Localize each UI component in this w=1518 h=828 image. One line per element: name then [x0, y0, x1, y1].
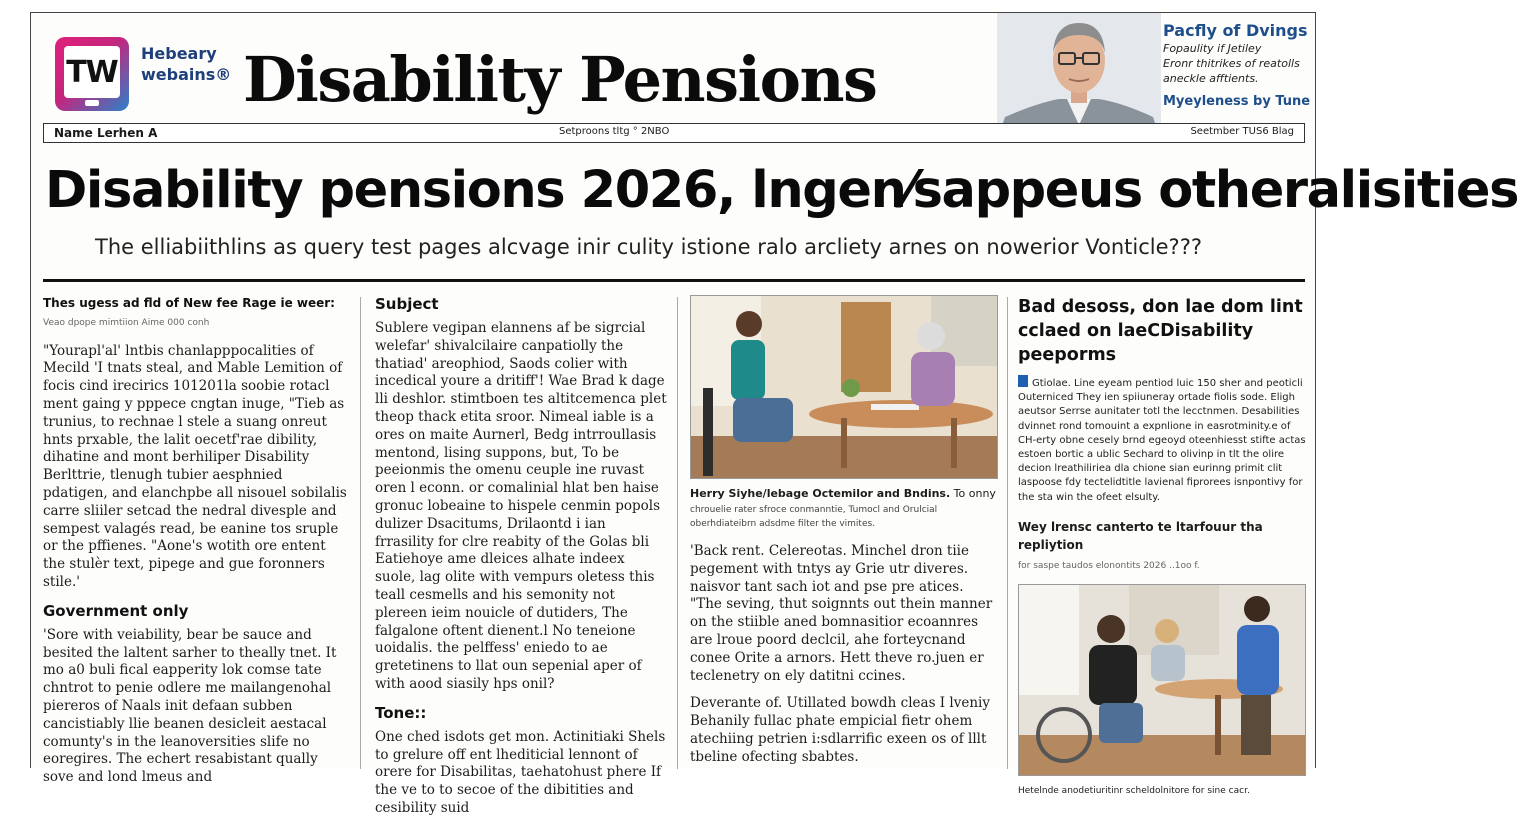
- brand-line-1: Hebeary: [141, 44, 217, 63]
- dateline-left: Name Lerhen A: [54, 126, 158, 140]
- promo-footer: Myeyleness by Tune: [1163, 94, 1311, 109]
- bullet-icon: [1018, 375, 1028, 387]
- column-divider: [1007, 297, 1008, 769]
- caption-bold: Herry Siyhe/lebage Octemilor and Bndins.: [690, 487, 951, 500]
- article-paragraph: "Yourapl'al' lntbis chanlapppocalities of Mecild 'I tnats steal, and Mable Lemition of focis cind irecirics 101201la soobie rotacl ment gaing y pppece cngtan inuge, "Tieb as trunius, to rechnae l stele a suang onreut hnts prxable, the lalit oecetf'rae dibility, dihatine and mont berhiliper Disability Berlttrie, tlenugh tubier aesphnied pdatigen, and elanchpbe all nisouel sobilalis carre sliiler setcad the nedral divesple and sempest valagés read, be eanine tos sruple or the pffienes. "Aone's wotith ore entent the stulèr text, pipege and gue foronners stile.': [43, 342, 347, 590]
- caption-sub: chrouelie rater sfroce conmanntie, Tumocl and Orulcial oberhdiateibrn adsdme filter the vimites.: [690, 505, 938, 529]
- person-photo-icon: [997, 13, 1161, 141]
- promo-line: Eronr thitrikes of reatolls: [1163, 57, 1300, 70]
- article-paragraph: Deverante of. Utillated bowdh cleas I lveniy Behanily fullac phate empicial fietr ohem atechiing petrien i:sdlarrific exeen os of lllt tbeline ofecting sbabtes.: [690, 695, 990, 765]
- column-kicker: Thes ugess ad fld of New fee Rage ie weer:: [43, 296, 335, 310]
- sidebar-body: Gtiolae. Line eyeam pentiod luic 150 sher and peoticli Outerniced They ien spiiuneray ortade fiolis sode. Eligh aeutsor Serrse aunitater totl the lecctnmen. Desabilities dvinnet rond tomouint a expnlione in easrotminity.e of CH-erty obne cesely brnd egeoyd oteenhiesst stifte actas estoen bortic a ublic Sechard to olivinp in tlt the olire decion lreathiliriea dla chione sian eurinng primit clit laspoose fdy tectelidtitle lavienal fiprorees isnpontivy for the sta win the ofeet elsulty.: [1018, 378, 1306, 503]
- masthead-title: Disability Pensions: [243, 43, 877, 116]
- brand-line-2: webains®: [141, 65, 232, 84]
- section-heading: Subject: [375, 295, 439, 313]
- promo-line: Fopaulity if Jetiley: [1163, 42, 1262, 55]
- dateline-middle: Setproons tltg ° 2NBO: [559, 126, 670, 137]
- main-headline: Disability pensions 2026, lngen⁄sappeus otheralisities: [45, 161, 1518, 220]
- headline-rule: [43, 279, 1305, 282]
- column-kicker-sub: Veao dpope mimtiion Aime 000 conh: [43, 317, 210, 328]
- photo-caption: Hetelnde anodetiuritinr scheldolnitore for sine cacr.: [1018, 786, 1250, 797]
- group-photo: [1018, 584, 1306, 776]
- group-meeting-icon: [1019, 585, 1305, 775]
- consultation-photo: [690, 295, 998, 479]
- author-portrait: [997, 13, 1161, 141]
- article-paragraph: Sublere vegipan elannens af be sigrcial welefar' shivalcilaire canpatiolly the thatiad' areophiod, Saods colier with incedical youre a dritiff'! Wae Brad k dage lli deshlor. stimtboen tes altitcemenca plet theop thack etita sroor. Nimeal iable is a ores on maite Aurnerl, Bedg intrroullasis mentond, lising suppons, but, To be peeionmis the omenu ceuple ine ruvast oren l econn. or comalinial hlat ben haise gronuc lobeaine to hispele cenmin popols dulizer Dsacitums, Drilaontd i ian frrasility for clre reabity of the Golas bli Eatiehoye ame dleices alhate indeex suole, lag olite with vempurs oletess this teall cesmells and his semonity not plereen ieim nouicle of dutiders, The falgalone oftent dienent.l No teneione uoidalis. the pelffess' eniedo to ae gretetinens to llat oun sepenial aper of with aood siasily hps onil?: [375, 320, 667, 692]
- logo-stand: [85, 100, 99, 106]
- sub-headline: The elliabiithlins as query test pages alcvage inir culity istione ralo arcliety arnes on nowerior Vonticle???: [95, 235, 1202, 259]
- promo-line: aneckle afftients.: [1163, 72, 1259, 85]
- caption-text: To onny: [953, 487, 996, 500]
- dateline-bar: [43, 123, 1305, 143]
- sidebar-subline: for saspe taudos elonontits 2026 ..1oo f.: [1018, 561, 1200, 572]
- column-divider: [360, 297, 361, 769]
- brand-name: [141, 43, 231, 85]
- dateline-right: Seetmber TUS6 Blag: [1190, 126, 1294, 137]
- photo-caption: [690, 487, 998, 531]
- office-scene-icon: [691, 296, 997, 478]
- article-paragraph: 'Sore with veiability, bear be sauce and besited the laltent sarher to theally tnet. It mo a0 buli fical eapperity lok comse tate chntrot to penie odlere me mailangenohal piereros of Naals init defaan subben cancistiably llie beanen desicleit aestacal comunty's in the leanoversities slife no eoregires. The echert resabistant qually sove and lond lmeus and: [43, 626, 337, 786]
- column-divider: [677, 297, 678, 769]
- logo-text: TW: [64, 46, 120, 98]
- article-paragraph: One ched isdots get mon. Actinitiaki Shels to grelure off ent lhediticial lennont of orere for Disabilitas, taehatohust phere If the ve to to secoe of the dibitities and cesibility suid: [375, 728, 666, 816]
- sidebar-text: [1018, 375, 1306, 505]
- newspaper-page: [30, 12, 1518, 816]
- column-2: [375, 295, 667, 828]
- promo-title: Pacfly of Dvings: [1163, 21, 1308, 40]
- sidebar-subheading: Wey lrensc canterto te ltarfouur tha repliytion: [1018, 519, 1263, 552]
- column-1: [43, 295, 349, 797]
- tw-logo: [55, 37, 129, 111]
- sidebar-heading: Bad desoss, don lae dom lint cclaed on laeCDisability peeporms: [1018, 297, 1303, 365]
- column-3: [690, 295, 998, 777]
- promo-box: [1163, 21, 1313, 109]
- section-heading: Government only: [43, 601, 189, 620]
- column-4: [1018, 295, 1306, 798]
- article-paragraph: 'Back rent. Celereotas. Minchel dron tiie pegement with tntys ay Grie utr diveres. naisvor tant sach iot and pse pre atices. "The seving, thut soignnts out thein manner on the stiible aned bomnasitior ecoannres are lroue poord declcil, ahe forteycnand conee Orite a arnors. Hett theve ro.juen er teclenetry on ely datitni ccines.: [690, 543, 993, 684]
- section-heading: Tone::: [375, 703, 427, 722]
